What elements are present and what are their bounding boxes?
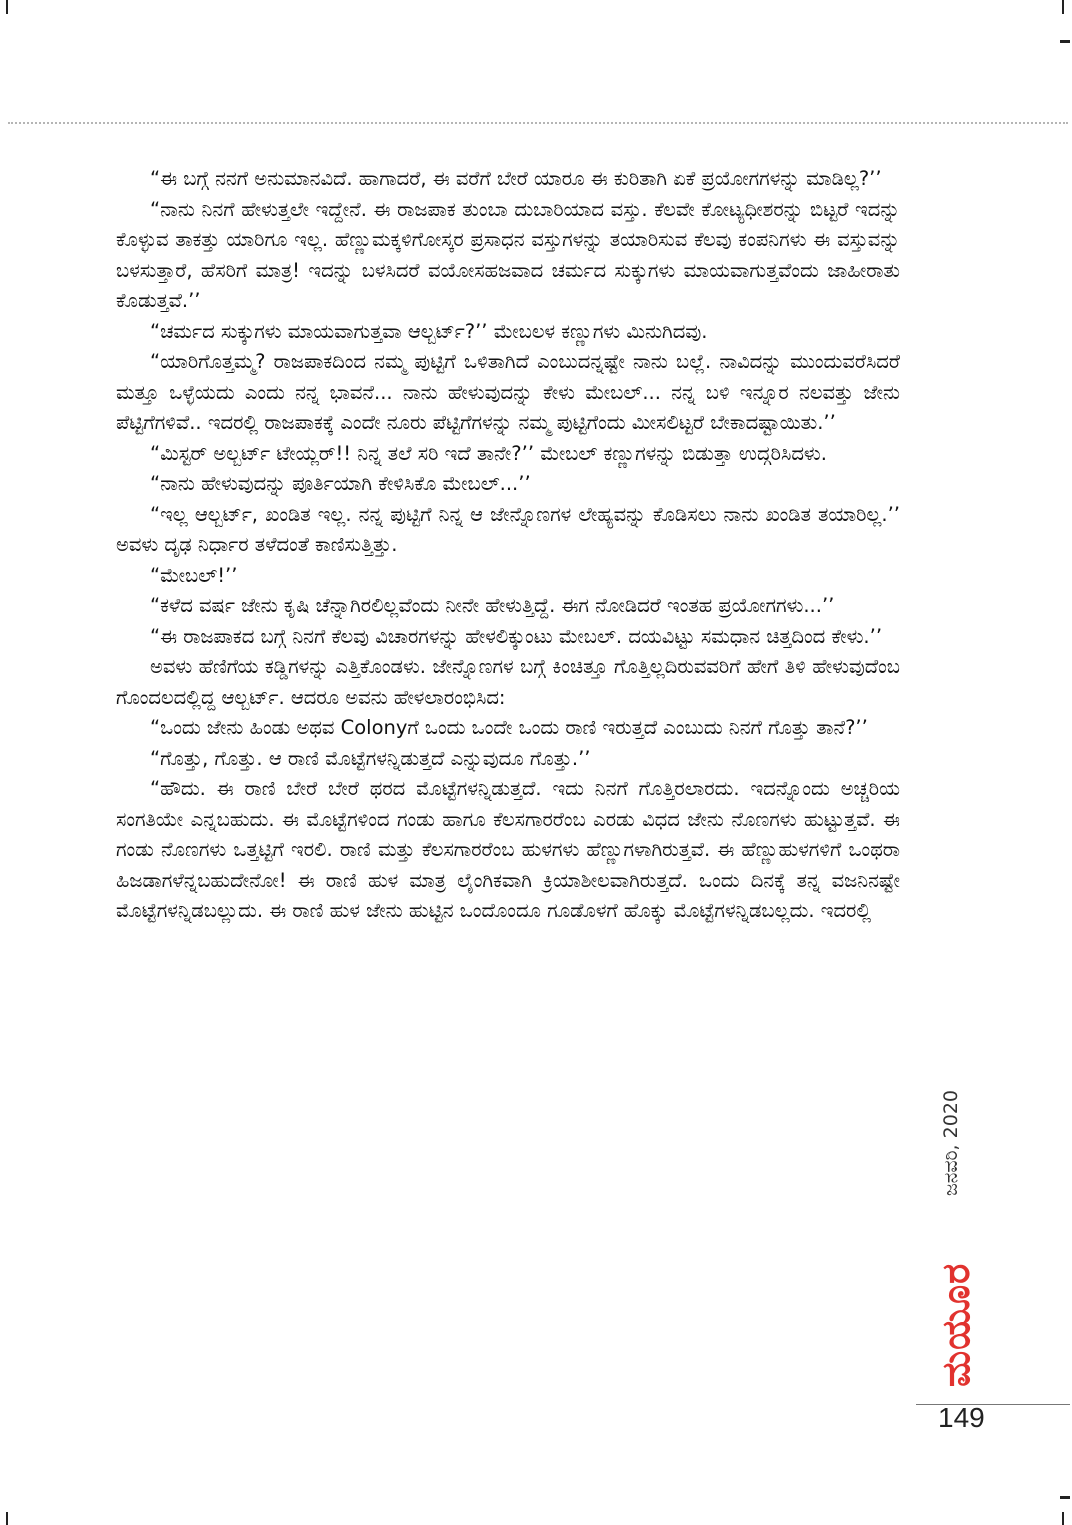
crop-mark-right-lower: [1060, 1496, 1070, 1499]
page-sidebar: [936, 1090, 976, 1402]
article-body: [116, 164, 900, 927]
paragraph: “ಮೇಬಲ್!’’: [150, 563, 238, 587]
crop-mark-bottom-right: [1062, 1512, 1064, 1525]
page-number: 149: [938, 1402, 985, 1433]
crop-mark-bottom-left: [6, 1512, 8, 1525]
paragraph: “ಚರ್ಮದ ಸುಕ್ಕುಗಳು ಮಾಯವಾಗುತ್ತವಾ ಆಲ್ಬರ್ಟ್?’’ ಮೇಬಲಳ ಕಣ್ಣುಗಳು ಮಿನುಗಿದವು.: [150, 319, 708, 343]
paragraph: “ಕಳೆದ ವರ್ಷ ಜೇನು ಕೃಷಿ ಚೆನ್ನಾಗಿರಲಿಲ್ಲವೆಂದು ನೀನೇ ಹೇಳುತ್ತಿದ್ದೆ. ಈಗ ನೋಡಿದರೆ ಇಂತಹ ಪ್ರಯೋಗಗಳು...’’: [150, 594, 835, 617]
crop-mark-right-upper: [1060, 40, 1070, 43]
paragraph: “ಯಾರಿಗೊತ್ತಮ್ಮ? ರಾಜಪಾಕದಿಂದ ನಮ್ಮ ಪುಟ್ಟಿಗೆ ಒಳಿತಾಗಿದೆ ಎಂಬುದನ್ನಷ್ಟೇ ನಾನು ಬಲ್ಲೆ. ನಾವಿದನ್ನು ಮುಂದುವರೆಸಿದರೆ ಮತ್ತೂ ಒಳ್ಳೆಯದು ಎಂದು ನನ್ನ ಭಾವನೆ... ನಾನು ಹೇಳುವುದನ್ನು ಕೇಳು ಮೇಬಲ್... ನನ್ನ ಬಳಿ ಇನ್ನೂರ ನಲವತ್ತು ಜೇನು ಪೆಟ್ಟಿಗೆಗಳಿವೆ.. ಇದರಲ್ಲಿ ರಾಜಪಾಕಕ್ಕೆ ಎಂದೇ ನೂರು ಪೆಟ್ಟಿಗೆಗಳನ್ನು ನಮ್ಮ ಪುಟ್ಟಿಗೆಂದು ಮೀಸಲಿಟ್ಟರೆ ಬೇಕಾದಷ್ಟಾಯಿತು.’’: [116, 350, 900, 434]
paragraph: “ನಾನು ಹೇಳುವುದನ್ನು ಪೂರ್ತಿಯಾಗಿ ಕೇಳಿಸಿಕೊ ಮೇಬಲ್...’’: [150, 472, 531, 495]
paragraph: “ಮಿಸ್ಟರ್ ಅಲ್ಬರ್ಟ್ ಟೇಯ್ಲರ್!! ನಿನ್ನ ತಲೆ ಸರಿ ಇದೆ ತಾನೇ?’’ ಮೇಬಲ್ ಕಣ್ಣುಗಳನ್ನು ಬಿಡುತ್ತಾ ಉದ್ಗರಿಸಿದಳು.: [150, 441, 827, 465]
paragraph: “ಹೌದು. ಈ ರಾಣಿ ಬೇರೆ ಬೇರೆ ಥರದ ಮೊಟ್ಟೆಗಳನ್ನಿಡುತ್ತದೆ. ಇದು ನಿನಗೆ ಗೊತ್ತಿರಲಾರದು. ಇದನ್ನೊಂದು ಅಚ್ಚರಿಯ ಸಂಗತಿಯೇ ಎನ್ನಬಹುದು. ಈ ಮೊಟ್ಟೆಗಳಿಂದ ಗಂಡು ಹಾಗೂ ಕೆಲಸಗಾರರೆಂಬ ಎರಡು ವಿಧದ ಜೇನು ನೊಣಗಳು ಹುಟ್ಟುತ್ತವೆ. ಈ ಗಂಡು ನೊಣಗಳು ಒತ್ತಟ್ಟಿಗೆ ಇರಲಿ. ರಾಣಿ ಮತ್ತು ಕೆಲಸಗಾರರೆಂಬ ಹುಳಗಳು ಹೆಣ್ಣುಗಳಾಗಿರುತ್ತವೆ. ಈ ಹೆಣ್ಣುಹುಳಗಳಿಗೆ ಒಂಥರಾ ಹಿಜಡಾಗಳೆನ್ನಬಹುದೇನೋ! ಈ ರಾಣಿ ಹುಳ ಮಾತ್ರ ಲೈಂಗಿಕವಾಗಿ ಕ್ರಿಯಾಶೀಲವಾಗಿರುತ್ತದೆ. ಒಂದು ದಿನಕ್ಕೆ ತನ್ನ ವಜನಿನಷ್ಟೇ ಮೊಟ್ಟೆಗಳನ್ನಿಡಬಲ್ಲುದು. ಈ ರಾಣಿ ಹುಳ ಜೇನು ಹುಟ್ಟಿನ ಒಂದೊಂದೂ ಗೂಡೊಳಗೆ ಹೊಕ್ಕು ಮೊಟ್ಟೆಗಳನ್ನಿಡಬಲ್ಲದು. ಇದರಲ್ಲಿ: [116, 777, 900, 922]
paragraph: “ನಾನು ನಿನಗೆ ಹೇಳುತ್ತಲೇ ಇದ್ದೇನೆ. ಈ ರಾಜಪಾಕ ತುಂಬಾ ದುಬಾರಿಯಾದ ವಸ್ತು. ಕೆಲವೇ ಕೋಟ್ಯಧೀಶರನ್ನು ಬಿಟ್ಟರೆ ಇದನ್ನು ಕೊಳ್ಳುವ ತಾಕತ್ತು ಯಾರಿಗೂ ಇಲ್ಲ. ಹೆಣ್ಣುಮಕ್ಕಳಿಗೋಸ್ಕರ ಪ್ರಸಾಧನ ವಸ್ತುಗಳನ್ನು ತಯಾರಿಸುವ ಕೆಲವು ಕಂಪನಿಗಳು ಈ ವಸ್ತುವನ್ನು ಬಳಸುತ್ತಾರೆ, ಹೆಸರಿಗೆ ಮಾತ್ರ! ಇದನ್ನು ಬಳಸಿದರೆ ವಯೋಸಹಜವಾದ ಚರ್ಮದ ಸುಕ್ಕುಗಳು ಮಾಯವಾಗುತ್ತವೆಂದು ಜಾಹೀರಾತು ಕೊಡುತ್ತವೆ.’’: [116, 197, 900, 312]
issue-date: ಜನವರಿ, 2020: [940, 1090, 962, 1196]
crop-mark-top-left: [6, 0, 8, 14]
paragraph: “ಇಲ್ಲ ಆಲ್ಬರ್ಟ್, ಖಂಡಿತ ಇಲ್ಲ. ನನ್ನ ಪುಟ್ಟಿಗೆ ನಿನ್ನ ಆ ಜೇನ್ನೊಣಗಳ ಲೇಹ್ಯವನ್ನು ಕೊಡಿಸಲು ನಾನು ಖಂಡಿತ ತಯಾರಿಲ್ಲ.’’ ಅವಳು ದೃಢ ನಿರ್ಧಾರ ತಳೆದಂತೆ ಕಾಣಿಸುತ್ತಿತ್ತು.: [116, 502, 900, 556]
paragraph: “ಗೊತ್ತು, ಗೊತ್ತು. ಆ ರಾಣಿ ಮೊಟ್ಟೆಗಳನ್ನಿಡುತ್ತದೆ ಎನ್ನುವುದೂ ಗೊತ್ತು.’’: [150, 746, 591, 770]
paragraph: “ಈ ಬಗ್ಗೆ ನನಗೆ ಅನುಮಾನವಿದೆ. ಹಾಗಾದರೆ, ಈ ವರೆಗೆ ಬೇರೆ ಯಾರೂ ಈ ಕುರಿತಾಗಿ ಏಕೆ ಪ್ರಯೋಗಗಳನ್ನು ಮಾಡಿಲ್ಲ?’’: [150, 167, 882, 190]
header-dotted-rule: [8, 122, 1068, 124]
magazine-logo: ಮಯೂರ: [934, 1262, 978, 1388]
paragraph: ಅವಳು ಹೆಣಿಗೆಯ ಕಡ್ಡಿಗಳನ್ನು ಎತ್ತಿಕೊಂಡಳು. ಜೇನ್ನೊಣಗಳ ಬಗ್ಗೆ ಕಿಂಚಿತ್ತೂ ಗೊತ್ತಿಲ್ಲದಿರುವವರಿಗೆ ಹೇಗೆ ತಿಳಿ ಹೇಳುವುದೆಂಬ ಗೊಂದಲದಲ್ಲಿದ್ದ ಆಲ್ಬರ್ಟ್. ಆದರೂ ಅವನು ಹೇಳಲಾರಂಭಿಸಿದ:: [116, 655, 900, 709]
paragraph: “ಒಂದು ಜೇನು ಹಿಂಡು ಅಥವ Colonyಗೆ ಒಂದು ಒಂದೇ ಒಂದು ರಾಣಿ ಇರುತ್ತದೆ ಎಂಬುದು ನಿನಗೆ ಗೊತ್ತು ತಾನೆ?’’: [150, 716, 868, 739]
crop-mark-top-right: [1062, 0, 1064, 14]
paragraph: “ಈ ರಾಜಪಾಕದ ಬಗ್ಗೆ ನಿನಗೆ ಕೆಲವು ವಿಚಾರಗಳನ್ನು ಹೇಳಲಿಕ್ಕುಂಟು ಮೇಬಲ್. ದಯವಿಟ್ಟು ಸಮಧಾನ ಚಿತ್ತದಿಂದ ಕೇಳು.’’: [150, 624, 883, 648]
